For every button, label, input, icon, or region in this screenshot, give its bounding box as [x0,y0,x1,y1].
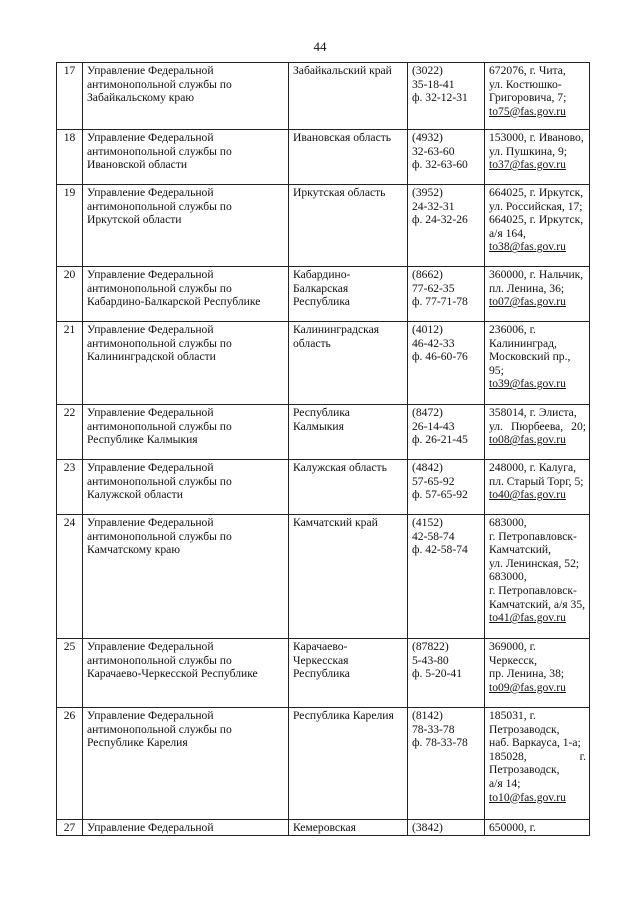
region-name: Республика Карелия [289,708,408,820]
table-row [57,515,590,639]
table-row [57,708,590,820]
organization-name: Управление Федеральной антимонопольной службы по Республике Калмыкия [83,405,289,460]
address-line: г. Петропавловск- [489,529,577,543]
row-number: 26 [57,708,83,820]
row-number: 22 [57,405,83,460]
address-line: ул. Пюрбеева, 20; [489,419,586,433]
address-line: 683000, [489,516,527,529]
address-line: 248000, г. Калуга, [489,461,577,474]
table-row [57,460,590,515]
organization-name: Управление Федеральной антимонопольной службы по Калининградской области [83,322,289,405]
email-link[interactable]: to38@fas.gov.ru [489,240,566,254]
organization-name: Управление Федеральной антимонопольной службы по Республике Карелия [83,708,289,820]
phone-numbers: (8662) 77-62-35 ф. 77-71-78 [408,267,485,322]
row-number: 27 [57,820,83,836]
address-line: 360000, г. Нальчик, [489,268,584,281]
table-row [57,130,590,185]
address-line: пл. Старый Торг, 5; [489,474,584,488]
email-link[interactable]: to40@fas.gov.ru [489,488,566,502]
table-row [57,322,590,405]
region-name: Ивановская область [289,130,408,185]
organization-name: Управление Федеральной [83,820,289,836]
table-row [57,820,590,836]
region-name: Республика Калмыкия [289,405,408,460]
address-line: а/я 164, [489,226,526,240]
address-line: Калининград, [489,336,557,350]
organization-name: Управление Федеральной антимонопольной службы по Забайкальскому краю [83,63,289,130]
address-line: Григоровича, 7; [489,91,567,105]
phone-numbers: (4932) 32-63-60 ф. 32-63-60 [408,130,485,185]
address-line: ул. Российская, 17; [489,199,583,213]
organization-name: Управление Федеральной антимонопольной службы по Ивановской области [83,130,289,185]
phone-numbers: (4152) 42-58-74 ф. 42-58-74 [408,515,485,639]
region-name: Иркутская область [289,185,408,267]
address-cell [485,639,590,708]
region-name: Карачаево- Черкесская Республика [289,639,408,708]
table-row [57,405,590,460]
address-line: 236006, г. [489,323,536,336]
address-cell [485,405,590,460]
email-link[interactable]: to75@fas.gov.ru [489,104,566,118]
row-number: 23 [57,460,83,515]
phone-numbers: (4842) 57-65-92 ф. 57-65-92 [408,460,485,515]
address-line: 185031, г. [489,709,536,722]
organization-name: Управление Федеральной антимонопольной службы по Карачаево-Черкесской Республике [83,639,289,708]
organization-name: Управление Федеральной антимонопольной службы по Калужской области [83,460,289,515]
address-cell [485,708,590,820]
address-line: Камчатский, [489,543,552,557]
region-name: Забайкальский край [289,63,408,130]
address-line: 650000, г. [489,821,536,834]
email-link[interactable]: to07@fas.gov.ru [489,295,566,309]
row-number: 20 [57,267,83,322]
address-cell [485,185,590,267]
region-name: Калининградская область [289,322,408,405]
email-link[interactable]: to41@fas.gov.ru [489,611,566,625]
phone-numbers: (87822) 5-43-80 ф. 5-20-41 [408,639,485,708]
address-line: 185028, г. [489,749,586,763]
region-name: Кабардино- Балкарская Республика [289,267,408,322]
address-line: г. Петропавловск- [489,583,577,597]
phone-numbers: (3952) 24-32-31 ф. 24-32-26 [408,185,485,267]
address-cell [485,515,590,639]
row-number: 24 [57,515,83,639]
organization-name: Управление Федеральной антимонопольной службы по Кабардино-Балкарской Республике [83,267,289,322]
region-name: Камчатский край [289,515,408,639]
region-name: Кемеровская [289,820,408,836]
table-row [57,63,590,130]
row-number: 25 [57,639,83,708]
table-row [57,639,590,708]
address-line: 358014, г. Элиста, [489,406,577,419]
organization-name: Управление Федеральной антимонопольной службы по Иркутской области [83,185,289,267]
address-line: Московский пр., [489,350,571,364]
address-line: 683000, [489,570,527,584]
phone-numbers: (8472) 26-14-43 ф. 26-21-45 [408,405,485,460]
address-line: пр. Ленина, 38; [489,667,565,681]
address-line: ул. Ленинская, 52; [489,556,580,570]
row-number: 19 [57,185,83,267]
address-line: 95; [489,363,504,377]
address-line: пл. Ленина, 36; [489,281,565,295]
row-number: 18 [57,130,83,185]
address-line: наб. Варкауса, 1-а; [489,736,581,750]
address-cell [485,267,590,322]
row-number: 17 [57,63,83,130]
phone-numbers: (8142) 78-33-78 ф. 78-33-78 [408,708,485,820]
phone-numbers: (4012) 46-42-33 ф. 46-60-76 [408,322,485,405]
address-cell [485,130,590,185]
table-body [57,63,590,836]
organization-name: Управление Федеральной антимонопольной службы по Камчатскому краю [83,515,289,639]
page-number: 44 [313,39,327,54]
email-link[interactable]: to37@fas.gov.ru [489,158,566,172]
email-link[interactable]: to08@fas.gov.ru [489,433,566,447]
address-cell [485,460,590,515]
address-line: 672076, г. Чита, [489,64,566,77]
address-line: Петрозаводск, [489,763,560,777]
phone-numbers: (3022) 35-18-41 ф. 32-12-31 [408,63,485,130]
fas-offices-table [56,62,590,836]
region-name: Калужская область [289,460,408,515]
address-line: Камчатский, а/я 35, [489,597,586,611]
address-cell [485,322,590,405]
table-row [57,267,590,322]
email-link[interactable]: to10@fas.gov.ru [489,790,566,804]
address-line: 369000, г. [489,640,536,653]
address-line: 153000, г. Иваново, [489,131,584,144]
address-line: Черкесск, [489,653,538,667]
email-link[interactable]: to09@fas.gov.ru [489,680,566,694]
address-cell [485,63,590,130]
address-line: 664025, г. Иркутск, [489,186,584,199]
address-line: Петрозаводск, [489,722,560,736]
email-link[interactable]: to39@fas.gov.ru [489,377,566,391]
table-row [57,185,590,267]
address-line: ул. Пушкина, 9; [489,144,567,158]
address-line: 664025, г. Иркутск, [489,213,584,227]
phone-numbers: (3842) [408,820,485,836]
address-line: а/я 14; [489,776,521,790]
address-line: ул. Костюшко- [489,77,562,91]
address-cell [485,820,590,836]
row-number: 21 [57,322,83,405]
